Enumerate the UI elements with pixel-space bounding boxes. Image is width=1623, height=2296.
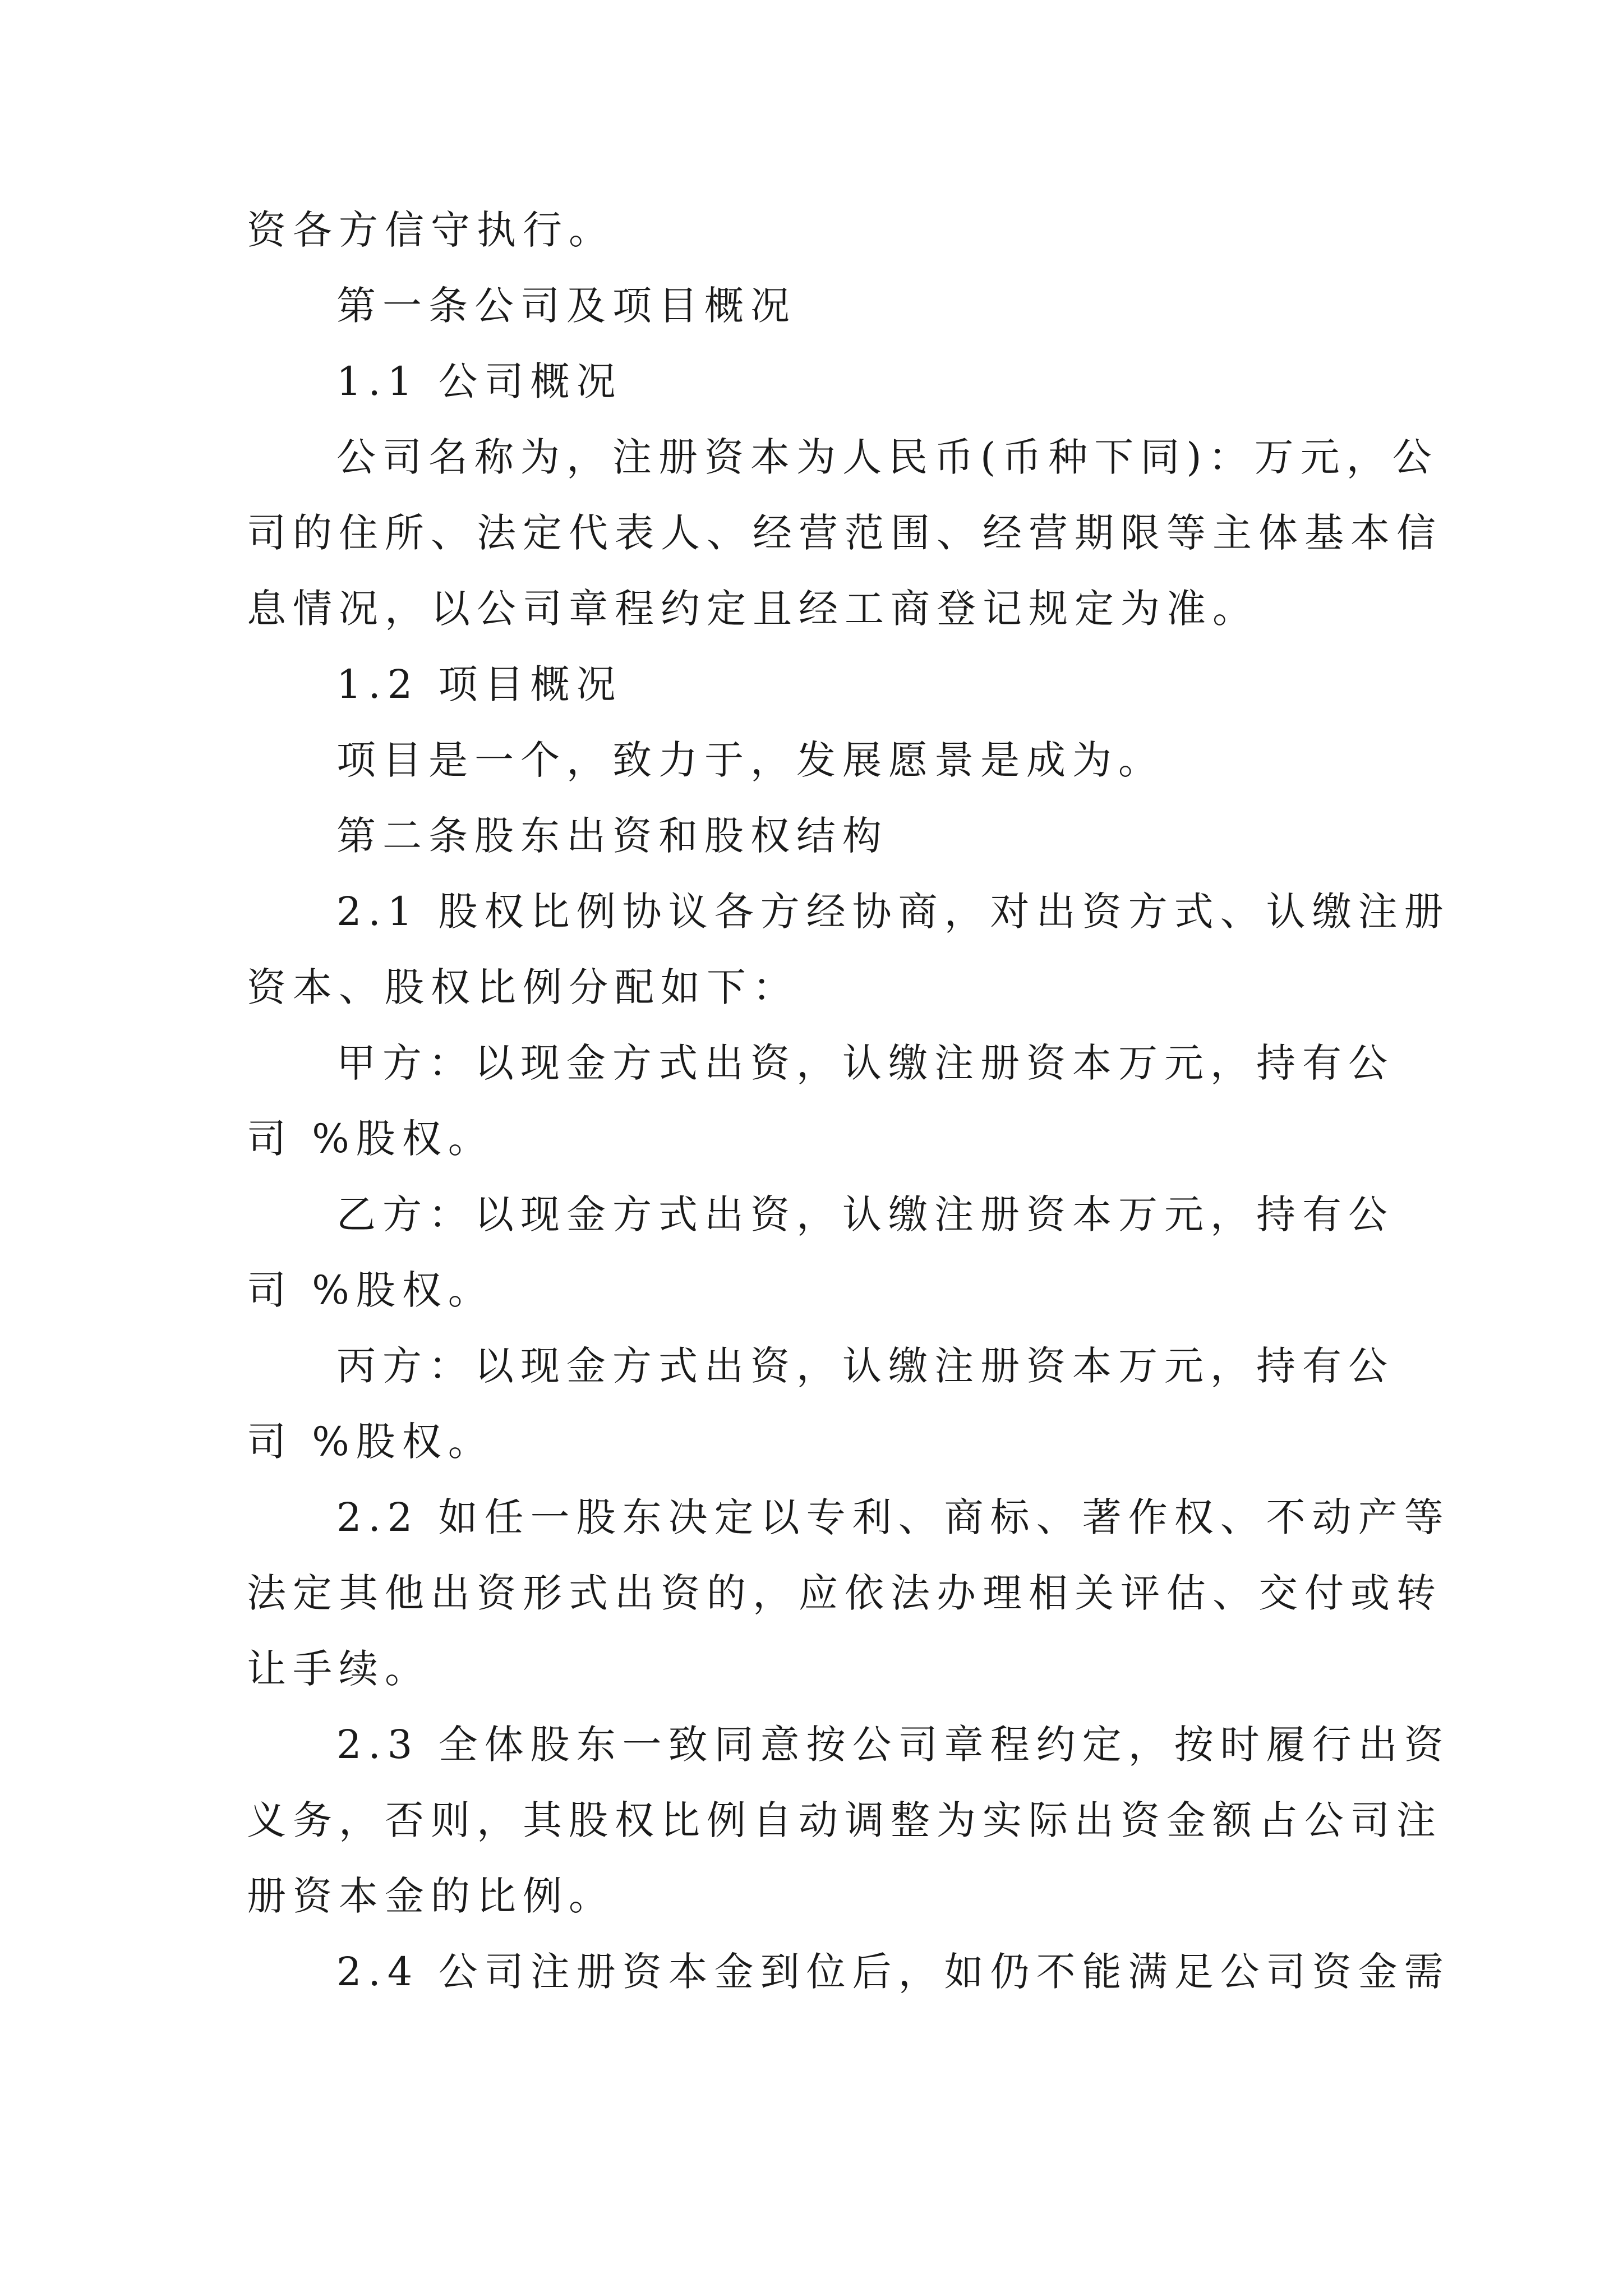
section-heading-1: 第一条公司及项目概况: [336, 283, 796, 329]
party-b-line: 司 %股权。: [247, 1267, 494, 1313]
section-heading-2: 第二条股东出资和股权结构: [336, 813, 888, 859]
paragraph-line: 资各方信守执行。: [247, 207, 615, 253]
subsection-heading-1-1: 1.1 公司概况: [336, 358, 623, 404]
paragraph-line: 2.3 全体股东一致同意按公司章程约定，按时履行出资: [336, 1722, 1450, 1768]
party-c-line: 丙方：以现金方式出资，认缴注册资本万元，持有公: [336, 1343, 1394, 1389]
paragraph-line: 让手续。: [247, 1646, 431, 1692]
paragraph-line: 法定其他出资形式出资的，应依法办理相关评估、交付或转: [247, 1570, 1442, 1616]
paragraph-line: 2.4 公司注册资本金到位后，如仍不能满足公司资金需: [336, 1949, 1450, 1995]
paragraph-line: 2.1 股权比例协议各方经协商，对出资方式、认缴注册: [336, 889, 1450, 935]
paragraph-line: 司的住所、法定代表人、经营范围、经营期限等主体基本信: [247, 510, 1442, 556]
party-c-line: 司 %股权。: [247, 1419, 494, 1465]
paragraph-line: 2.2 如任一股东决定以专利、商标、著作权、不动产等: [336, 1494, 1450, 1540]
paragraph-line: 册资本金的比例。: [247, 1873, 615, 1919]
party-a-line: 司 %股权。: [247, 1116, 494, 1162]
subsection-heading-1-2: 1.2 项目概况: [336, 661, 623, 707]
paragraph-line: 项目是一个，致力于，发展愿景是成为。: [336, 737, 1164, 783]
party-a-line: 甲方：以现金方式出资，认缴注册资本万元，持有公: [336, 1040, 1394, 1086]
paragraph-line: 息情况，以公司章程约定且经工商登记规定为准。: [247, 586, 1258, 632]
paragraph-line: 资本、股权比例分配如下：: [247, 964, 799, 1010]
paragraph-line: 公司名称为，注册资本为人民币(币种下同)：万元，公: [336, 434, 1438, 480]
paragraph-line: 义务，否则，其股权比例自动调整为实际出资金额占公司注: [247, 1797, 1442, 1843]
party-b-line: 乙方：以现金方式出资，认缴注册资本万元，持有公: [336, 1191, 1394, 1237]
